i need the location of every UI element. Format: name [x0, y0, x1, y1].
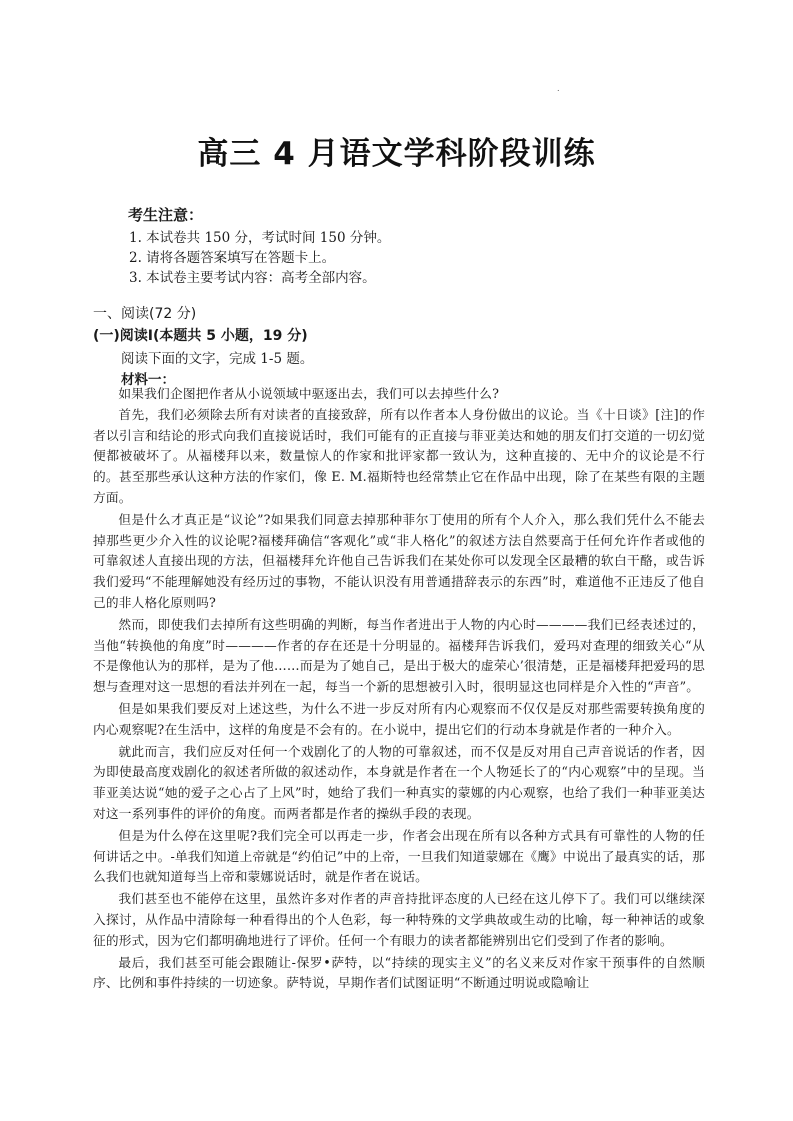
material-label: 材料一： [121, 372, 175, 388]
paragraph-5: 但是如果我们要反对上述这些，为什么不进一步反对所有内心观察而不仅仅是反对那些需要转换角度的内心观察呢?在生活中，这样的角度是不会有的。在小说中，提出它们的行动本身就是作者的一种介入。 [93, 700, 705, 737]
section-subheading: (一)阅读Ⅰ(本题共 5 小题，19 分) [93, 328, 308, 344]
paragraph-1: 如果我们企图把作者从小说领域中驱逐出去，我们可以去掉些什么? [118, 386, 500, 401]
paragraph-7: 但是为什么停在这里呢?我们完全可以再走一步，作者会出现在所有以各种方式具有可靠性的人物的任何讲话之中。-单我们知道上帝就是“约伯记”中的上帝，一旦我们知道蒙娜在《鹰》中说出了最真实的话，那么我们也就知道每当上帝和蒙娜说话时，就是作者在说话。 [93, 827, 705, 885]
reading-instruction: 阅读下面的文字，完成 1-5 题。 [121, 351, 314, 367]
passage-body [93, 384, 705, 994]
notice-item-3: 3. 本试卷主要考试内容：高考全部内容。 [129, 270, 376, 286]
notice-item-2: 2. 请将各题答案填写在答题卡上。 [129, 250, 336, 266]
page-title: 高三 4 月语文学科阶段训练 [197, 136, 596, 172]
paragraph-4: 然而，即使我们去掉所有这些明确的判断，每当作者进出于人物的内心时————我们已经表述过的，当他“转换他的角度”时————作者的存在还是十分明显的。福楼拜告诉我们，爱玛对查理的细致关心“从不是像他认为的那样，是为了他……而是为了她自己，是出于极大的虚荣心’很清楚，正是福楼拜把爱玛的思想与查理对这一思想的看法并列在一起，每当一个新的思想被引入时，很明显这也同样是介入性的“声音”。 [93, 616, 705, 695]
section-heading: 一、阅读(72 分) [93, 306, 197, 322]
notice-title: 考生注意： [128, 206, 204, 224]
paragraph-8: 我们甚至也不能停在这里，虽然许多对作者的声音持批评态度的人已经在这儿停下了。我们可以继续深入探讨，从作品中清除每一种看得出的个人色彩，每一种特殊的文学典故或生动的比喻，每一种神话的或象征的形式，因为它们都明确地进行了评价。任何一个有眼力的读者都能辨别出它们受到了作者的影响。 [93, 891, 705, 948]
paragraph-9: 最后，我们甚至可能会跟随让-保罗•萨特，以“持续的现实主义”的名义来反对作家干预事件的自然顺序、比例和事件持续的一切迹象。萨特说，早期作者们试图证明“不断通过明说或隐喻让 [93, 954, 705, 991]
paragraph-3: 但是什么才真正是“议论”?如果我们同意去掉那种菲尔丁使用的所有个人介入，那么我们凭什么不能去掉那些更少介入性的议论呢?福楼拜确信“客观化”或“非人格化”的叙述方法自然要高于任何允许作者或他的可靠叙述人直接出现的方法，但福楼拜允许他自己告诉我们在某处你可以发现全区最糟的软白干酪，或告诉我们爱玛“不能理解她没有经历过的事物，不能认识没有用普通措辞表示的东西”时，难道他不正违反了他自己的非人格化原则吗? [93, 511, 705, 610]
paragraph-6: 就此而言，我们应反对任何一个戏剧化了的人物的可靠叙述，而不仅是反对用自己声音说话的作者，因为即使最高度戏剧化的叙述者所做的叙述动作，本身就是作者在一个人物延长了的“内心观察”中的呈现。当菲亚美达说“她的爱子之心占了上风”时，她给了我们一种真实的蒙娜的内心观察，也给了我们一种菲亚美达对这一系列事件的评价的角度。而两者都是作者的操纵手段的表现。 [93, 743, 705, 821]
paragraph-2: 首先，我们必须除去所有对读者的直接致辞，所有以作者本人身份做出的议论。当《十日谈》[注]的作者以引言和结论的形式向我们直接说话时，我们可能有的正直接与菲亚美达和她的朋友们打交道的一切幻觉便都被破坏了。从福楼拜以来，数量惊人的作家和批评家都一致认为，这种直接的、无中介的议论是不行的。甚至那些承认这种方法的作家们，像 E. M.福斯特也经常禁止它在作品中出现，除了在某些有限的主题方面。 [93, 406, 705, 505]
corner-dot: . [557, 84, 560, 93]
notice-item-1: 1. 本试卷共 150 分，考试时间 150 分钟。 [129, 230, 391, 246]
